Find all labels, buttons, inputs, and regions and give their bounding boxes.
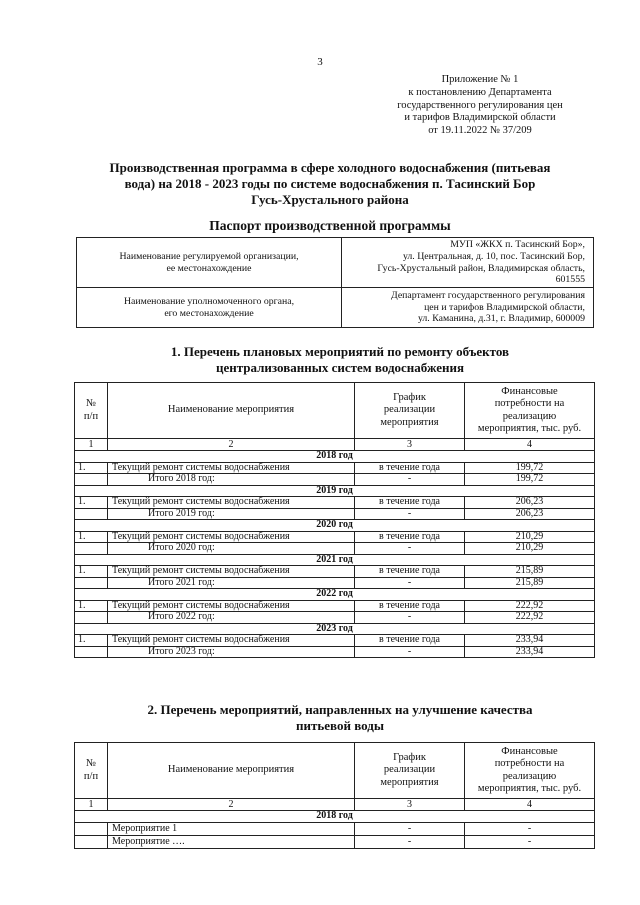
total-cost: 233,94 — [465, 646, 595, 658]
value-line: ул. Центральная, д. 10, пос. Тасинский Бор, — [402, 250, 585, 262]
header-schedule: График реализации мероприятия — [355, 383, 465, 439]
row-name: Текущий ремонт системы водоснабжения — [108, 497, 355, 509]
header-cost: Финансовые потребности на реализацию мероприятия, тыс. руб. — [465, 383, 595, 439]
label-line: ее местонахождение — [166, 262, 252, 274]
passport-label — [77, 288, 342, 328]
row-cost: 215,89 — [465, 566, 595, 578]
value-line: ул. Каманина, д.31, г. Владимир, 600009 — [417, 313, 585, 325]
row-name: Текущий ремонт системы водоснабжения — [108, 531, 355, 543]
total-row — [75, 646, 595, 658]
year-row — [75, 554, 595, 566]
total-row — [75, 612, 595, 624]
value-line: МУП «ЖКХ п. Тасинский Бор», — [450, 239, 585, 251]
year-label: 2018 год — [75, 811, 595, 823]
year-row — [75, 623, 595, 635]
total-label: Итого 2020 год: — [108, 543, 355, 555]
row-schedule: в течение года — [355, 497, 465, 509]
row-num — [75, 543, 108, 555]
total-cost: 215,89 — [465, 577, 595, 589]
section-title-line: 1. Перечень плановых мероприятий по ремонту объектов — [170, 344, 510, 359]
row-cost: 206,23 — [465, 497, 595, 509]
total-schedule: - — [355, 543, 465, 555]
row-schedule: - — [355, 822, 465, 835]
appendix-line: и тарифов Владимирской области — [404, 112, 556, 124]
row-num — [75, 508, 108, 520]
row-num: 1. — [75, 497, 108, 509]
appendix-line: к постановлению Департамента — [408, 86, 552, 98]
section2-title — [100, 702, 580, 734]
label-line: его местонахождение — [164, 307, 254, 319]
passport-value — [342, 238, 594, 288]
table-header-row — [75, 743, 595, 799]
title-line: Гусь-Хрустального района — [251, 192, 409, 207]
row-schedule: в течение года — [355, 566, 465, 578]
total-row — [75, 577, 595, 589]
title-line: Производственная программа в сфере холодного водоснабжения (питьевая — [109, 160, 551, 175]
column-number: 4 — [465, 439, 595, 451]
row-cost: 199,72 — [465, 462, 595, 474]
title-line: вода) на 2018 - 2023 годы по системе водоснабжения п. Тасинский Бор — [124, 176, 536, 191]
row-num — [75, 612, 108, 624]
row-name: Мероприятие 1 — [108, 822, 355, 835]
column-number-row — [75, 439, 595, 451]
total-cost: 222,92 — [465, 612, 595, 624]
column-number: 2 — [108, 799, 355, 811]
row-num — [75, 474, 108, 486]
table-row — [75, 835, 595, 848]
total-label: Итого 2023 год: — [108, 646, 355, 658]
header-num: № п/п — [75, 383, 108, 439]
value-line: цен и тарифов Владимирской области, — [424, 301, 585, 313]
row-cost: - — [465, 835, 595, 848]
passport-label — [77, 238, 342, 288]
row-schedule: в течение года — [355, 600, 465, 612]
row-num — [75, 577, 108, 589]
table-row — [75, 566, 595, 578]
total-schedule: - — [355, 577, 465, 589]
column-number: 3 — [355, 439, 465, 451]
year-label: 2019 год — [75, 485, 595, 497]
row-cost: - — [465, 822, 595, 835]
row-schedule: в течение года — [355, 531, 465, 543]
total-cost: 210,29 — [465, 543, 595, 555]
column-number: 1 — [75, 799, 108, 811]
value-line: 601555 — [555, 274, 585, 286]
year-label: 2021 год — [75, 554, 595, 566]
row-name: Текущий ремонт системы водоснабжения — [108, 600, 355, 612]
total-row — [75, 474, 595, 486]
row-num: 1. — [75, 635, 108, 647]
section-title-line: 2. Перечень мероприятий, направленных на улучшение качества — [147, 702, 533, 717]
row-name: Текущий ремонт системы водоснабжения — [108, 635, 355, 647]
column-number: 1 — [75, 439, 108, 451]
passport-row — [77, 288, 594, 328]
row-cost: 222,92 — [465, 600, 595, 612]
year-row — [75, 589, 595, 601]
year-label: 2023 год — [75, 623, 595, 635]
row-num — [75, 822, 108, 835]
section1-title — [100, 344, 580, 376]
year-label: 2020 год — [75, 520, 595, 532]
row-num: 1. — [75, 600, 108, 612]
row-schedule: - — [355, 835, 465, 848]
total-schedule: - — [355, 508, 465, 520]
passport-row — [77, 238, 594, 288]
table-row — [75, 822, 595, 835]
table-row — [75, 635, 595, 647]
year-row — [75, 520, 595, 532]
total-schedule: - — [355, 646, 465, 658]
passport-value — [342, 288, 594, 328]
total-cost: 206,23 — [465, 508, 595, 520]
year-label: 2022 год — [75, 589, 595, 601]
document-title — [80, 160, 580, 208]
section-title-line: централизованных систем водоснабжения — [215, 360, 465, 375]
label-line: Наименование регулируемой организации, — [119, 250, 299, 262]
water-quality-table — [74, 742, 595, 849]
column-number: 4 — [465, 799, 595, 811]
row-num — [75, 646, 108, 658]
total-label: Итого 2018 год: — [108, 474, 355, 486]
total-schedule: - — [355, 612, 465, 624]
table-row — [75, 531, 595, 543]
row-cost: 233,94 — [465, 635, 595, 647]
total-cost: 199,72 — [465, 474, 595, 486]
passport-heading: Паспорт производственной программы — [209, 218, 451, 233]
row-num: 1. — [75, 531, 108, 543]
total-schedule: - — [355, 474, 465, 486]
year-row — [75, 451, 595, 463]
appendix-note — [360, 74, 600, 138]
row-num: 1. — [75, 462, 108, 474]
header-name: Наименование мероприятия — [108, 383, 355, 439]
appendix-line: Приложение № 1 — [441, 74, 519, 85]
column-number-row — [75, 799, 595, 811]
header-name: Наименование мероприятия — [108, 743, 355, 799]
value-line: Гусь-Хрустальный район, Владимирская область, — [377, 262, 585, 274]
row-num — [75, 835, 108, 848]
row-schedule: в течение года — [355, 462, 465, 474]
total-label: Итого 2022 год: — [108, 612, 355, 624]
appendix-line: от 19.11.2022 № 37/209 — [428, 125, 532, 137]
table-row — [75, 497, 595, 509]
header-cost: Финансовые потребности на реализацию мероприятия, тыс. руб. — [465, 743, 595, 799]
appendix-line: государственного регулирования цен — [397, 99, 563, 111]
row-name: Мероприятие …. — [108, 835, 355, 848]
header-num: № п/п — [75, 743, 108, 799]
header-schedule: График реализации мероприятия — [355, 743, 465, 799]
total-label: Итого 2019 год: — [108, 508, 355, 520]
column-number: 3 — [355, 799, 465, 811]
section-title-line: питьевой воды — [296, 718, 384, 733]
table-header-row — [75, 383, 595, 439]
column-number: 2 — [108, 439, 355, 451]
row-name: Текущий ремонт системы водоснабжения — [108, 566, 355, 578]
value-line: Департамент государственного регулирования — [391, 290, 585, 302]
total-label: Итого 2021 год: — [108, 577, 355, 589]
repair-plan-table — [74, 382, 595, 658]
total-row — [75, 508, 595, 520]
row-schedule: в течение года — [355, 635, 465, 647]
row-num: 1. — [75, 566, 108, 578]
year-row — [75, 485, 595, 497]
table-row — [75, 462, 595, 474]
label-line: Наименование уполномоченного органа, — [123, 295, 295, 307]
row-name: Текущий ремонт системы водоснабжения — [108, 462, 355, 474]
year-row — [75, 811, 595, 823]
table-row — [75, 600, 595, 612]
page-number: 3 — [317, 56, 323, 68]
total-row — [75, 543, 595, 555]
row-cost: 210,29 — [465, 531, 595, 543]
year-label: 2018 год — [75, 451, 595, 463]
passport-table — [76, 237, 594, 328]
